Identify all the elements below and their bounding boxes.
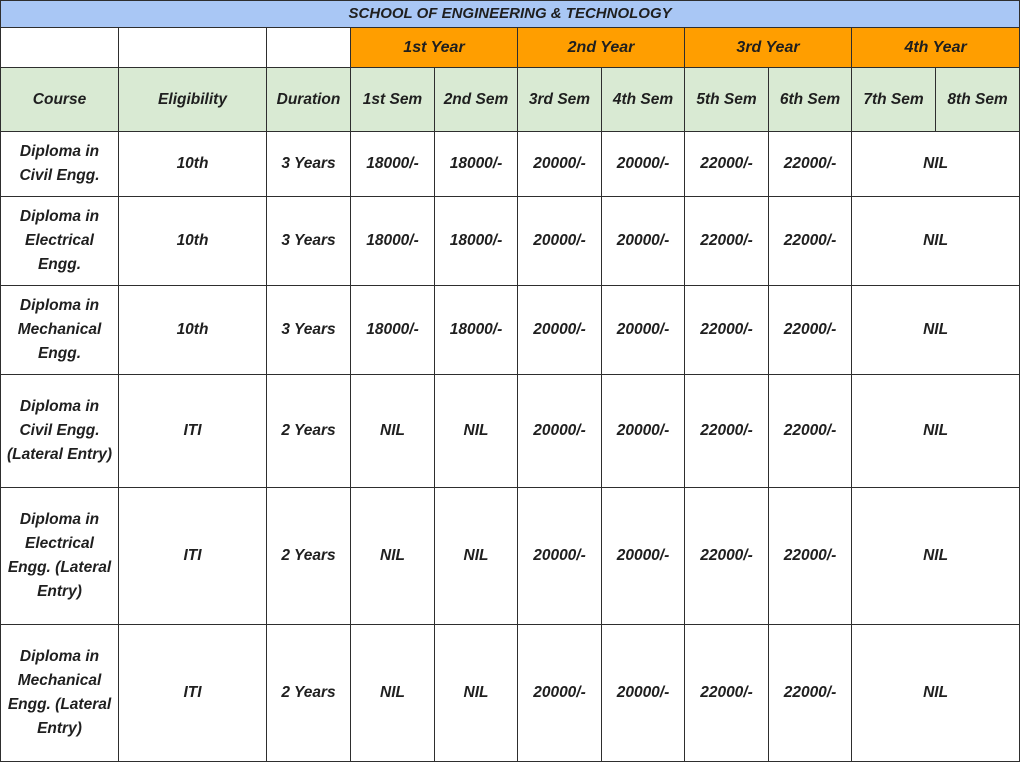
- duration-cell: 3 Years: [267, 197, 351, 286]
- table-row: [1, 197, 1020, 286]
- duration-cell: 2 Years: [267, 625, 351, 762]
- fee-cell-sem-4: 20000/-: [602, 132, 685, 197]
- eligibility-cell: ITI: [119, 488, 267, 625]
- fee-cell-sem-3: 20000/-: [518, 197, 602, 286]
- fee-cell-sem-2: NIL: [435, 488, 518, 625]
- table-row: [1, 375, 1020, 488]
- fee-cell-sem-6: 22000/-: [769, 375, 852, 488]
- fee-cell-sem-2: 18000/-: [435, 132, 518, 197]
- column-header-sem-4: 4th Sem: [602, 68, 685, 132]
- table-row: [1, 132, 1020, 197]
- fee-cell-sem-5: 22000/-: [685, 197, 769, 286]
- fee-cell-sem-5: 22000/-: [685, 286, 769, 375]
- duration-cell: 2 Years: [267, 488, 351, 625]
- fee-cell-sem-4: 20000/-: [602, 197, 685, 286]
- course-cell: Diploma in Civil Engg. (Lateral Entry): [1, 375, 119, 488]
- fee-cell-sem-2: 18000/-: [435, 286, 518, 375]
- eligibility-cell: 10th: [119, 197, 267, 286]
- year-header-3: 3rd Year: [685, 28, 852, 68]
- fee-cell-sem-5: 22000/-: [685, 488, 769, 625]
- duration-cell: 3 Years: [267, 286, 351, 375]
- fee-cell-sem-3: 20000/-: [518, 488, 602, 625]
- eligibility-cell: 10th: [119, 132, 267, 197]
- column-header-duration: Duration: [267, 68, 351, 132]
- fee-cell-sem-3: 20000/-: [518, 625, 602, 762]
- fee-cell-sem-4: 20000/-: [602, 286, 685, 375]
- course-cell: Diploma in Civil Engg.: [1, 132, 119, 197]
- fee-cell-year-4: NIL: [852, 375, 1020, 488]
- fee-cell-sem-6: 22000/-: [769, 488, 852, 625]
- column-header-sem-5: 5th Sem: [685, 68, 769, 132]
- fee-cell-sem-5: 22000/-: [685, 625, 769, 762]
- course-cell: Diploma in Mechanical Engg. (Lateral Entry): [1, 625, 119, 762]
- fee-cell-sem-6: 22000/-: [769, 286, 852, 375]
- fee-cell-year-4: NIL: [852, 625, 1020, 762]
- fee-cell-sem-6: 22000/-: [769, 197, 852, 286]
- column-header-eligibility: Eligibility: [119, 68, 267, 132]
- course-cell: Diploma in Electrical Engg.: [1, 197, 119, 286]
- fee-cell-sem-2: NIL: [435, 375, 518, 488]
- fee-cell-sem-5: 22000/-: [685, 132, 769, 197]
- blank-header-cell: [267, 28, 351, 68]
- column-header-row: [1, 68, 1020, 132]
- course-cell: Diploma in Mechanical Engg.: [1, 286, 119, 375]
- table-row: [1, 286, 1020, 375]
- title-row: [1, 1, 1020, 28]
- fee-cell-sem-6: 22000/-: [769, 625, 852, 762]
- fee-cell-sem-1: 18000/-: [351, 197, 435, 286]
- fee-cell-sem-1: NIL: [351, 488, 435, 625]
- fee-cell-sem-3: 20000/-: [518, 132, 602, 197]
- table-row: [1, 488, 1020, 625]
- fee-cell-year-4: NIL: [852, 488, 1020, 625]
- table-title: SCHOOL OF ENGINEERING & TECHNOLOGY: [1, 1, 1020, 28]
- blank-header-cell: [119, 28, 267, 68]
- year-header-2: 2nd Year: [518, 28, 685, 68]
- eligibility-cell: ITI: [119, 375, 267, 488]
- course-cell: Diploma in Electrical Engg. (Lateral Entry): [1, 488, 119, 625]
- column-header-sem-2: 2nd Sem: [435, 68, 518, 132]
- year-header-row: [1, 28, 1020, 68]
- fee-cell-sem-1: 18000/-: [351, 286, 435, 375]
- fee-cell-sem-4: 20000/-: [602, 375, 685, 488]
- column-header-sem-7: 7th Sem: [852, 68, 936, 132]
- fee-cell-sem-4: 20000/-: [602, 488, 685, 625]
- column-header-sem-8: 8th Sem: [936, 68, 1020, 132]
- fee-cell-sem-4: 20000/-: [602, 625, 685, 762]
- fee-cell-sem-1: 18000/-: [351, 132, 435, 197]
- year-header-1: 1st Year: [351, 28, 518, 68]
- table-row: [1, 625, 1020, 762]
- blank-header-cell: [1, 28, 119, 68]
- duration-cell: 3 Years: [267, 132, 351, 197]
- year-header-4: 4th Year: [852, 28, 1020, 68]
- eligibility-cell: ITI: [119, 625, 267, 762]
- column-header-sem-3: 3rd Sem: [518, 68, 602, 132]
- fee-cell-sem-2: NIL: [435, 625, 518, 762]
- fee-cell-year-4: NIL: [852, 286, 1020, 375]
- fee-cell-sem-1: NIL: [351, 625, 435, 762]
- column-header-course: Course: [1, 68, 119, 132]
- fee-cell-sem-2: 18000/-: [435, 197, 518, 286]
- fee-cell-sem-1: NIL: [351, 375, 435, 488]
- duration-cell: 2 Years: [267, 375, 351, 488]
- fee-cell-sem-5: 22000/-: [685, 375, 769, 488]
- fee-cell-sem-3: 20000/-: [518, 375, 602, 488]
- fee-cell-sem-3: 20000/-: [518, 286, 602, 375]
- column-header-sem-1: 1st Sem: [351, 68, 435, 132]
- column-header-sem-6: 6th Sem: [769, 68, 852, 132]
- eligibility-cell: 10th: [119, 286, 267, 375]
- fee-cell-sem-6: 22000/-: [769, 132, 852, 197]
- fee-cell-year-4: NIL: [852, 132, 1020, 197]
- fee-cell-year-4: NIL: [852, 197, 1020, 286]
